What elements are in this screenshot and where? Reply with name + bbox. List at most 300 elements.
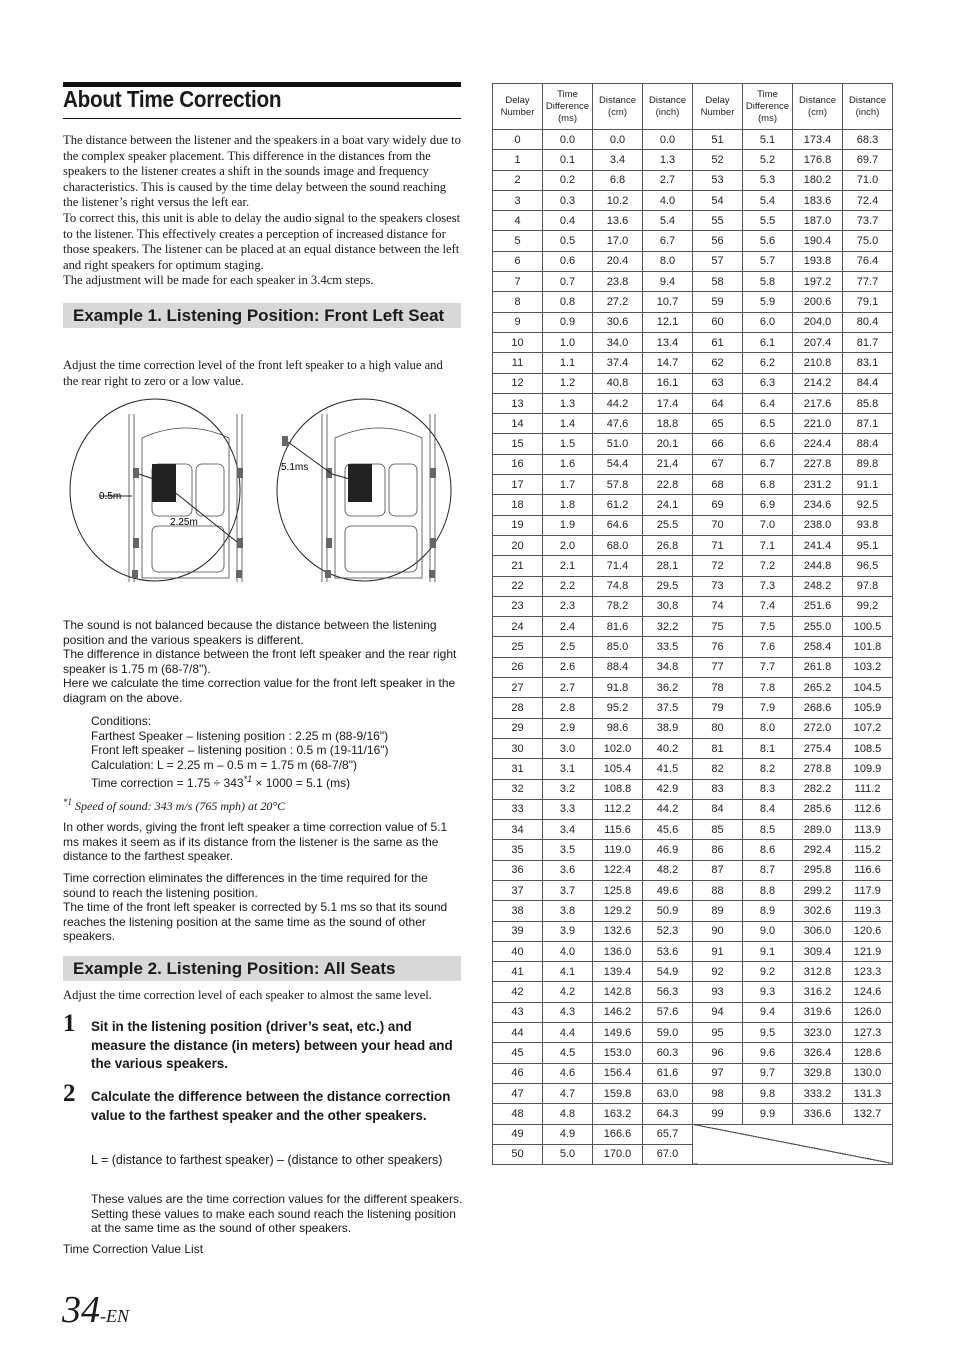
table-cell: 4.3 [543, 1002, 593, 1022]
table-cell: 131.3 [843, 1083, 893, 1103]
table-cell: 45.6 [643, 820, 693, 840]
table-row [493, 454, 893, 474]
table-row [493, 799, 893, 819]
table-cell: 3.2 [543, 779, 593, 799]
table-cell: 0.6 [543, 251, 593, 271]
table-cell: 0.8 [543, 292, 593, 312]
table-cell: 0.5 [543, 231, 593, 251]
table-cell: 9 [493, 312, 543, 332]
table-cell: 85.0 [593, 637, 643, 657]
table-cell: 34.8 [643, 657, 693, 677]
table-cell: 51 [693, 130, 743, 150]
table-cell: 78 [693, 678, 743, 698]
table-row [493, 1083, 893, 1103]
table-cell: 40 [493, 941, 543, 961]
conditions-block [91, 714, 461, 791]
table-cell: 68 [693, 475, 743, 495]
condition-1: Farthest Speaker – listening position : 2.25 m (88-9/16") [91, 728, 389, 743]
table-cell: 5.4 [643, 211, 693, 231]
table-cell: 0.0 [643, 130, 693, 150]
table-cell: 139.4 [593, 962, 643, 982]
table-row [493, 211, 893, 231]
table-cell: 1.9 [543, 515, 593, 535]
step-2-text: Calculate the difference between the distance correction value to the farthest speaker and the other speakers. [91, 1089, 451, 1123]
table-cell: 40.8 [593, 373, 643, 393]
table-cell: 40.2 [643, 738, 693, 758]
table-cell: 292.4 [793, 840, 843, 860]
table-cell: 74.8 [593, 576, 643, 596]
table-cell: 59 [693, 292, 743, 312]
speakers [132, 436, 436, 578]
table-header-cell: Time Difference (ms) [543, 84, 593, 130]
table-cell: 200.6 [793, 292, 843, 312]
table-cell: 43 [493, 1002, 543, 1022]
table-row [493, 901, 893, 921]
example1-para5-block [63, 871, 463, 944]
table-cell: 289.0 [793, 820, 843, 840]
table-cell: 244.8 [793, 556, 843, 576]
table-cell: 4 [493, 211, 543, 231]
table-cell: 323.0 [793, 1023, 843, 1043]
table-cell: 45 [493, 1043, 543, 1063]
table-cell: 61 [693, 332, 743, 352]
table-cell: 326.4 [793, 1043, 843, 1063]
table-cell: 6.6 [743, 434, 793, 454]
table-cell: 51.0 [593, 434, 643, 454]
table-cell: 21 [493, 556, 543, 576]
table-cell: 166.6 [593, 1124, 643, 1144]
table-row [493, 1043, 893, 1063]
table-cell: 306.0 [793, 921, 843, 941]
table-cell: 64 [693, 393, 743, 413]
table-cell: 4.7 [543, 1083, 593, 1103]
table-row [493, 292, 893, 312]
table-row [493, 657, 893, 677]
footnote [63, 795, 461, 815]
table-cell: 112.6 [843, 799, 893, 819]
formula-text: L = (distance to farthest speaker) – (distance to other speakers) [91, 1153, 443, 1167]
table-cell: 272.0 [793, 718, 843, 738]
table-cell: 59.0 [643, 1023, 693, 1043]
table-cell: 125.8 [593, 880, 643, 900]
table-cell: 10 [493, 332, 543, 352]
table-cell: 1.5 [543, 434, 593, 454]
table-cell: 4.0 [543, 941, 593, 961]
page-title: About Time Correction [63, 86, 282, 112]
table-cell: 127.3 [843, 1023, 893, 1043]
table-cell: 41 [493, 962, 543, 982]
table-cell: 100.5 [843, 617, 893, 637]
table-cell: 2.9 [543, 718, 593, 738]
table-cell: 8.8 [743, 880, 793, 900]
condition-3: Calculation: L = 2.25 m – 0.5 m = 1.75 m (68-7/8") [91, 757, 357, 772]
table-cell: 2 [493, 170, 543, 190]
table-cell: 8.4 [743, 799, 793, 819]
table-cell: 241.4 [793, 535, 843, 555]
table-cell: 7 [493, 272, 543, 292]
table-cell: 183.6 [793, 190, 843, 210]
table-cell: 3.1 [543, 759, 593, 779]
table-cell: 130.0 [843, 1063, 893, 1083]
table-cell: 48 [493, 1104, 543, 1124]
table-cell: 81.7 [843, 332, 893, 352]
table-cell: 12 [493, 373, 543, 393]
table-row [493, 495, 893, 515]
table-header-row [493, 84, 893, 130]
table-cell: 116.6 [843, 860, 893, 880]
table-cell: 79.1 [843, 292, 893, 312]
table-cell: 3.4 [543, 820, 593, 840]
table-cell: 76.4 [843, 251, 893, 271]
example1-para2: The difference in distance between the front left speaker and the rear right speaker is 1.75 m (68-7/8"). [63, 647, 457, 676]
table-cell: 8.9 [743, 901, 793, 921]
table-cell: 4.0 [643, 190, 693, 210]
table-cell: 50.9 [643, 901, 693, 921]
table-cell: 197.2 [793, 272, 843, 292]
table-cell: 214.2 [793, 373, 843, 393]
table-cell: 60 [693, 312, 743, 332]
table-cell: 4.8 [543, 1104, 593, 1124]
table-cell: 95.1 [843, 535, 893, 555]
table-cell: 278.8 [793, 759, 843, 779]
table-cell: 120.6 [843, 921, 893, 941]
table-cell: 77 [693, 657, 743, 677]
table-header-cell: Delay Number [693, 84, 743, 130]
table-cell: 61.2 [593, 495, 643, 515]
example1-para3: Here we calculate the time correction value for the front left speaker in the diagram on the above. [63, 676, 456, 705]
table-cell: 128.6 [843, 1043, 893, 1063]
table-row [493, 1063, 893, 1083]
table-cell: 6.9 [743, 495, 793, 515]
table-cell: 27.2 [593, 292, 643, 312]
table-cell: 2.8 [543, 698, 593, 718]
condition-2: Front left speaker – listening position : 0.5 m (19-11/16") [91, 743, 389, 758]
table-cell: 37 [493, 880, 543, 900]
table-cell: 2.1 [543, 556, 593, 576]
table-cell: 33 [493, 799, 543, 819]
condition-4-a: Time correction = 1.75 ÷ 343 [91, 776, 244, 791]
table-cell: 33.5 [643, 637, 693, 657]
label-near: 0.5m [99, 491, 122, 502]
time-correction-table [492, 83, 893, 1165]
table-cell: 89.8 [843, 454, 893, 474]
table-cell: 105.9 [843, 698, 893, 718]
table-row [493, 393, 893, 413]
example2-note: These values are the time correction values for the different speakers. Setting these values to make each sound reach the listening position at the same time as the sound of other speakers. [91, 1192, 463, 1236]
table-cell: 47 [493, 1083, 543, 1103]
table-row [493, 820, 893, 840]
table-cell: 121.9 [843, 941, 893, 961]
table-cell: 73.7 [843, 211, 893, 231]
table-cell: 159.8 [593, 1083, 643, 1103]
table-cell: 63 [693, 373, 743, 393]
table-cell: 67.0 [643, 1144, 693, 1164]
table-row [493, 434, 893, 454]
table-cell: 115.2 [843, 840, 893, 860]
table-cell: 71.0 [843, 170, 893, 190]
table-cell: 80 [693, 718, 743, 738]
table-cell: 97 [693, 1063, 743, 1083]
table-cell: 3.9 [543, 921, 593, 941]
table-cell: 8 [493, 292, 543, 312]
table-row [493, 190, 893, 210]
table-cell: 9.3 [743, 982, 793, 1002]
table-cell: 20.1 [643, 434, 693, 454]
table-cell: 25.5 [643, 515, 693, 535]
table-cell: 44.2 [593, 393, 643, 413]
table-cell: 78.2 [593, 596, 643, 616]
table-cell: 7.0 [743, 515, 793, 535]
table-cell: 6.3 [743, 373, 793, 393]
table-cell: 1.7 [543, 475, 593, 495]
table-cell: 95 [693, 1023, 743, 1043]
table-cell: 0.0 [593, 130, 643, 150]
table-row [493, 596, 893, 616]
table-row [493, 373, 893, 393]
table-cell: 71.4 [593, 556, 643, 576]
table-cell: 2.5 [543, 637, 593, 657]
example2-heading: Example 2. Listening Position: All Seats [63, 956, 461, 981]
table-cell: 210.8 [793, 353, 843, 373]
table-cell: 5.7 [743, 251, 793, 271]
table-cell: 31 [493, 759, 543, 779]
table-cell: 77.7 [843, 272, 893, 292]
table-cell: 9.1 [743, 941, 793, 961]
example2-text: Adjust the time correction level of each speaker to almost the same level. [63, 988, 432, 1002]
table-cell: 129.2 [593, 901, 643, 921]
table-cell: 68.3 [843, 130, 893, 150]
table-cell: 20.4 [593, 251, 643, 271]
table-row [493, 515, 893, 535]
table-cell: 54.9 [643, 962, 693, 982]
table-row [493, 1002, 893, 1022]
table-cell: 6.7 [643, 231, 693, 251]
table-row [493, 1124, 893, 1144]
condition-4 [91, 772, 461, 791]
table-cell: 5.9 [743, 292, 793, 312]
table-cell: 7.5 [743, 617, 793, 637]
table-cell: 69 [693, 495, 743, 515]
table-cell: 19 [493, 515, 543, 535]
table-cell: 75.0 [843, 231, 893, 251]
table-cell: 302.6 [793, 901, 843, 921]
table-cell: 227.8 [793, 454, 843, 474]
table-cell: 9.4 [643, 272, 693, 292]
table-cell: 101.8 [843, 637, 893, 657]
condition-4-mark: *1 [243, 774, 253, 785]
table-cell: 336.6 [793, 1104, 843, 1124]
table-cell: 9.0 [743, 921, 793, 941]
footnote-mark: *1 [63, 797, 72, 807]
table-header-cell: Distance (inch) [643, 84, 693, 130]
table-cell: 6.5 [743, 414, 793, 434]
table-cell: 24 [493, 617, 543, 637]
table-cell: 163.2 [593, 1104, 643, 1124]
table-cell: 49 [493, 1124, 543, 1144]
table-row [493, 779, 893, 799]
table-cell: 88.4 [593, 657, 643, 677]
table-row [493, 556, 893, 576]
table-cell: 119.0 [593, 840, 643, 860]
table-cell: 221.0 [793, 414, 843, 434]
conditions-label: Conditions: [91, 714, 152, 728]
table-cell: 39 [493, 921, 543, 941]
table-cell: 65.7 [643, 1124, 693, 1144]
table-cell: 255.0 [793, 617, 843, 637]
table-cell: 65 [693, 414, 743, 434]
table-cell: 56 [693, 231, 743, 251]
table-cell: 72 [693, 556, 743, 576]
table-cell: 26.8 [643, 535, 693, 555]
table-cell: 7.3 [743, 576, 793, 596]
table-cell: 44 [493, 1023, 543, 1043]
table-cell: 1 [493, 150, 543, 170]
table-cell: 28 [493, 698, 543, 718]
table-cell: 6.2 [743, 353, 793, 373]
table-cell: 224.4 [793, 434, 843, 454]
table-cell: 93.8 [843, 515, 893, 535]
table-cell: 92 [693, 962, 743, 982]
table-cell: 7.1 [743, 535, 793, 555]
table-cell: 8.2 [743, 759, 793, 779]
table-cell: 1.2 [543, 373, 593, 393]
table-cell: 5.6 [743, 231, 793, 251]
table-cell: 56.3 [643, 982, 693, 1002]
table-cell: 7.2 [743, 556, 793, 576]
table-cell: 34 [493, 820, 543, 840]
table-row [493, 1104, 893, 1124]
table-cell: 5.1 [743, 130, 793, 150]
table-cell: 10.2 [593, 190, 643, 210]
table-cell: 282.2 [793, 779, 843, 799]
table-cell: 1.1 [543, 353, 593, 373]
table-cell: 81.6 [593, 617, 643, 637]
table-row [493, 150, 893, 170]
table-cell: 248.2 [793, 576, 843, 596]
table-cell: 67 [693, 454, 743, 474]
table-row [493, 678, 893, 698]
table-cell: 104.5 [843, 678, 893, 698]
table-cell: 7.6 [743, 637, 793, 657]
table-cell: 84 [693, 799, 743, 819]
intro-text-1: The distance between the listener and the speakers in a boat vary widely due to the complex speaker placement. This difference in the distances from the speakers to the listener creates a shift in the sounds image and frequency characteristics. This is caused by the time delay between the sound reaching the listener’s right versus the left ear. [63, 133, 461, 210]
table-cell: 98.6 [593, 718, 643, 738]
table-cell: 3.3 [543, 799, 593, 819]
table-cell: 124.6 [843, 982, 893, 1002]
table-cell: 207.4 [793, 332, 843, 352]
car-outline-right [322, 414, 435, 582]
table-cell: 2.0 [543, 535, 593, 555]
table-cell: 5.5 [743, 211, 793, 231]
page-number-value: 34 [62, 1289, 100, 1331]
table-cell: 265.2 [793, 678, 843, 698]
table-cell: 13 [493, 393, 543, 413]
table-cell: 0.4 [543, 211, 593, 231]
table-cell: 96 [693, 1043, 743, 1063]
table-cell: 8.5 [743, 820, 793, 840]
table-cell: 2.7 [643, 170, 693, 190]
table-row [493, 312, 893, 332]
table-cell: 53.6 [643, 941, 693, 961]
table-cell: 36.2 [643, 678, 693, 698]
table-row [493, 738, 893, 758]
table-cell: 32 [493, 779, 543, 799]
table-cell: 57 [693, 251, 743, 271]
table-cell: 75 [693, 617, 743, 637]
table-cell: 68.0 [593, 535, 643, 555]
table-cell: 18.8 [643, 414, 693, 434]
table-cell: 34.0 [593, 332, 643, 352]
table-cell: 63.0 [643, 1083, 693, 1103]
table-cell: 28.1 [643, 556, 693, 576]
table-cell: 6.1 [743, 332, 793, 352]
table-cell: 132.6 [593, 921, 643, 941]
table-cell: 0.3 [543, 190, 593, 210]
table-cell: 85.8 [843, 393, 893, 413]
table-row [493, 698, 893, 718]
table-row [493, 251, 893, 271]
table-cell: 60.3 [643, 1043, 693, 1063]
table-cell: 142.8 [593, 982, 643, 1002]
table-row [493, 1023, 893, 1043]
intro-text-2: To correct this, this unit is able to delay the audio signal to the speakers closest to the listener. This effectively creates a perception of increased distance for those speakers. The listener can be placed at an equal distance between the left and right speakers for optimum staging. [63, 210, 461, 272]
table-cell: 32.2 [643, 617, 693, 637]
table-cell: 3.8 [543, 901, 593, 921]
table-cell: 261.8 [793, 657, 843, 677]
table-cell: 231.2 [793, 475, 843, 495]
table-row [493, 535, 893, 555]
table-cell: 1.4 [543, 414, 593, 434]
table-cell: 71 [693, 535, 743, 555]
table-cell: 86 [693, 840, 743, 860]
table-cell: 6 [493, 251, 543, 271]
table-cell: 180.2 [793, 170, 843, 190]
table-cell: 2.2 [543, 576, 593, 596]
table-cell: 36 [493, 860, 543, 880]
table-cell: 26 [493, 657, 543, 677]
table-cell: 44.2 [643, 799, 693, 819]
table-cell: 14 [493, 414, 543, 434]
example1-text: Adjust the time correction level of the front left speaker to a high value and the rear right to zero or a low value. [63, 358, 443, 388]
table-cell: 3.5 [543, 840, 593, 860]
table-cell: 18 [493, 495, 543, 515]
table-cell: 108.8 [593, 779, 643, 799]
table-cell: 1.0 [543, 332, 593, 352]
table-cell: 149.6 [593, 1023, 643, 1043]
speaker-diagram [66, 398, 458, 588]
table-cell: 47.6 [593, 414, 643, 434]
table-cell: 88 [693, 880, 743, 900]
label-far: 2.25m [170, 517, 198, 528]
table-cell: 173.4 [793, 130, 843, 150]
table-cell: 27 [493, 678, 543, 698]
table-cell: 25 [493, 637, 543, 657]
table-cell: 1.6 [543, 454, 593, 474]
table-cell: 115.6 [593, 820, 643, 840]
table-cell: 4.9 [543, 1124, 593, 1144]
table-cell: 58 [693, 272, 743, 292]
table-cell: 295.8 [793, 860, 843, 880]
table-cell: 3 [493, 190, 543, 210]
table-cell: 112.2 [593, 799, 643, 819]
table-cell: 97.8 [843, 576, 893, 596]
table-cell: 30 [493, 738, 543, 758]
table-cell: 113.9 [843, 820, 893, 840]
table-cell: 285.6 [793, 799, 843, 819]
table-cell: 72.4 [843, 190, 893, 210]
table-row [493, 414, 893, 434]
table-cell: 5.8 [743, 272, 793, 292]
